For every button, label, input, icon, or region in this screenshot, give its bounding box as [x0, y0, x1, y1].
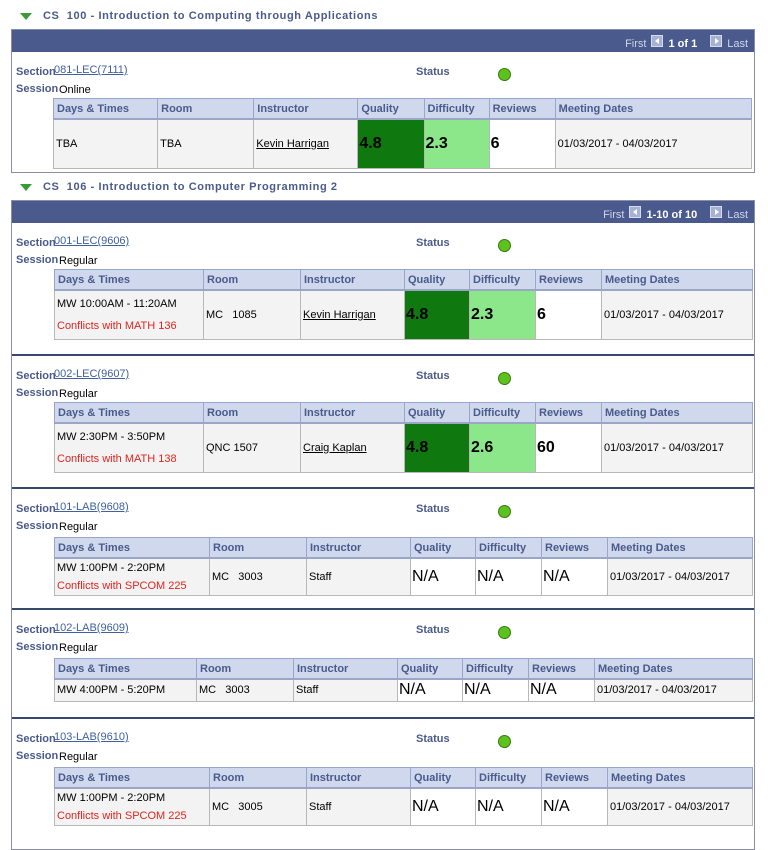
course-header[interactable] — [20, 179, 338, 195]
conflict-warning: Conflicts with SPCOM 225 — [57, 809, 187, 822]
session-label: Session — [16, 750, 59, 762]
session-value: Regular — [59, 751, 98, 763]
meeting-dates: 01/03/2017 - 04/03/2017 — [602, 290, 753, 339]
col-quality: Quality — [398, 659, 463, 680]
course-header[interactable] — [20, 8, 378, 24]
days-times: MW 10:00AM - 11:20AM — [57, 297, 177, 310]
col-room: Room — [158, 99, 254, 120]
col-meeting-dates: Meeting Dates — [608, 768, 753, 789]
instructor-link[interactable]: Kevin Harrigan — [303, 308, 376, 321]
meeting-table — [54, 658, 753, 702]
meeting-dates: 01/03/2017 - 04/03/2017 — [608, 788, 753, 825]
difficulty-rating: N/A — [463, 679, 529, 701]
status-label: Status — [416, 624, 450, 636]
review-count: 6 — [536, 290, 602, 339]
col-reviews: Reviews — [536, 403, 602, 424]
instructor-cell — [301, 423, 405, 472]
col-room: Room — [210, 768, 307, 789]
meeting-table — [54, 767, 753, 826]
section-row — [12, 608, 754, 717]
quality-rating: 4.8 — [358, 119, 424, 168]
meeting-table — [53, 98, 752, 169]
course-panel — [11, 29, 755, 173]
meeting-table — [54, 269, 753, 340]
section-row — [12, 487, 754, 608]
quality-rating: 4.8 — [405, 423, 470, 472]
quality-rating: N/A — [411, 558, 476, 595]
quality-rating: N/A — [411, 788, 476, 825]
review-count: N/A — [529, 679, 595, 701]
meeting-table — [54, 402, 753, 473]
col-meeting-dates: Meeting Dates — [555, 99, 751, 120]
meeting-dates: 01/03/2017 - 04/03/2017 — [608, 558, 753, 595]
section-label: Section — [16, 624, 56, 636]
section-link[interactable]: 081-LEC(7111) — [54, 64, 128, 76]
days-times: TBA — [54, 119, 158, 168]
col-meeting-dates: Meeting Dates — [595, 659, 753, 680]
section-link[interactable]: 002-LEC(9607) — [54, 368, 130, 380]
col-quality: Quality — [358, 99, 424, 120]
col-reviews: Reviews — [536, 270, 602, 291]
days-times-cell — [55, 788, 210, 825]
meeting-dates: 01/03/2017 - 04/03/2017 — [595, 679, 753, 701]
session-value: Regular — [59, 388, 98, 400]
review-count: 60 — [536, 423, 602, 472]
session-value: Regular — [59, 642, 98, 654]
col-days-times: Days & Times — [55, 538, 210, 559]
conflict-warning: Conflicts with MATH 136 — [57, 319, 177, 332]
instructor-cell — [254, 119, 358, 168]
next-arrow-icon[interactable] — [710, 35, 722, 47]
section-link[interactable]: 001-LEC(9606) — [54, 235, 130, 247]
conflict-warning: Conflicts with SPCOM 225 — [57, 579, 187, 592]
difficulty-rating: 2.6 — [470, 423, 536, 472]
review-count: N/A — [542, 558, 608, 595]
section-row — [12, 717, 754, 838]
section-label: Section — [16, 733, 56, 745]
meeting-table — [54, 537, 753, 596]
col-reviews: Reviews — [489, 99, 555, 120]
col-room: Room — [204, 403, 301, 424]
meeting-dates: 01/03/2017 - 04/03/2017 — [555, 119, 751, 168]
status-open-icon — [498, 68, 511, 81]
col-days-times: Days & Times — [55, 659, 197, 680]
instructor: Staff — [307, 558, 411, 595]
col-difficulty: Difficulty — [470, 270, 536, 291]
days-times-cell — [55, 290, 204, 339]
col-quality: Quality — [411, 538, 476, 559]
nav-first-link[interactable]: First — [625, 38, 647, 50]
pagination-bar — [12, 201, 754, 223]
session-label: Session — [16, 387, 59, 399]
instructor: Staff — [294, 679, 398, 701]
col-reviews: Reviews — [529, 659, 595, 680]
days-times: MW 2:30PM - 3:50PM — [57, 430, 166, 443]
col-instructor: Instructor — [294, 659, 398, 680]
col-instructor: Instructor — [254, 99, 358, 120]
section-row — [12, 223, 754, 354]
col-room: Room — [197, 659, 294, 680]
session-label: Session — [16, 641, 59, 653]
days-times-cell — [55, 423, 204, 472]
instructor-cell — [301, 290, 405, 339]
col-difficulty: Difficulty — [470, 403, 536, 424]
quality-rating: 4.8 — [405, 290, 470, 339]
prev-arrow-icon[interactable] — [629, 206, 641, 218]
col-reviews: Reviews — [542, 538, 608, 559]
col-days-times: Days & Times — [55, 403, 204, 424]
col-instructor: Instructor — [301, 403, 405, 424]
section-link[interactable]: 102-LAB(9609) — [54, 622, 129, 634]
session-label: Session — [16, 254, 59, 266]
col-days-times: Days & Times — [55, 768, 210, 789]
review-count: N/A — [542, 788, 608, 825]
days-times-cell — [55, 558, 210, 595]
difficulty-rating: N/A — [476, 558, 542, 595]
session-label: Session — [16, 83, 59, 95]
col-meeting-dates: Meeting Dates — [608, 538, 753, 559]
status-label: Status — [416, 503, 450, 515]
section-label: Section — [16, 237, 56, 249]
room: TBA — [158, 119, 254, 168]
instructor-link[interactable]: Kevin Harrigan — [256, 137, 330, 150]
difficulty-rating: N/A — [476, 788, 542, 825]
col-room: Room — [210, 538, 307, 559]
collapse-triangle-icon[interactable] — [20, 184, 32, 191]
section-row — [12, 354, 754, 487]
col-quality: Quality — [405, 270, 470, 291]
col-reviews: Reviews — [542, 768, 608, 789]
col-difficulty: Difficulty — [424, 99, 489, 120]
nav-last-link[interactable]: Last — [727, 209, 748, 221]
days-times: MW 1:00PM - 2:20PM — [57, 561, 166, 574]
instructor-link[interactable]: Craig Kaplan — [303, 441, 367, 454]
pagination-bar — [12, 30, 754, 52]
meeting-dates: 01/03/2017 - 04/03/2017 — [602, 423, 753, 472]
section-row — [12, 52, 754, 173]
col-meeting-dates: Meeting Dates — [602, 403, 753, 424]
conflict-warning: Conflicts with MATH 138 — [57, 452, 177, 465]
course-panel — [11, 200, 755, 850]
section-link[interactable]: 101-LAB(9608) — [54, 501, 129, 513]
status-open-icon — [498, 239, 511, 252]
status-label: Status — [416, 733, 450, 745]
status-label: Status — [416, 66, 450, 78]
section-label: Section — [16, 370, 56, 382]
room: MC 3005 — [210, 788, 307, 825]
collapse-triangle-icon[interactable] — [20, 13, 32, 20]
quality-rating: N/A — [398, 679, 463, 701]
col-difficulty: Difficulty — [476, 538, 542, 559]
status-open-icon — [498, 505, 511, 518]
prev-arrow-icon[interactable] — [651, 35, 663, 47]
days-times: MW 1:00PM - 2:20PM — [57, 791, 166, 804]
col-room: Room — [204, 270, 301, 291]
col-instructor: Instructor — [301, 270, 405, 291]
session-value: Online — [59, 84, 91, 96]
instructor: Staff — [307, 788, 411, 825]
session-value: Regular — [59, 521, 98, 533]
section-label: Section — [16, 66, 56, 78]
session-label: Session — [16, 520, 59, 532]
col-days-times: Days & Times — [54, 99, 158, 120]
col-quality: Quality — [405, 403, 470, 424]
col-instructor: Instructor — [307, 538, 411, 559]
status-open-icon — [498, 626, 511, 639]
section-link[interactable]: 103-LAB(9610) — [54, 731, 129, 743]
status-open-icon — [498, 372, 511, 385]
course-title: CS 100 - Introduction to Computing through Applications — [43, 10, 379, 22]
room: MC 3003 — [197, 679, 294, 701]
status-label: Status — [416, 370, 450, 382]
status-label: Status — [416, 237, 450, 249]
difficulty-rating: 2.3 — [424, 119, 489, 168]
nav-count: 1-10 of 10 — [646, 209, 698, 221]
col-days-times: Days & Times — [55, 270, 204, 291]
status-open-icon — [498, 735, 511, 748]
room: QNC 1507 — [204, 423, 301, 472]
session-value: Regular — [59, 255, 98, 267]
room: MC 3003 — [210, 558, 307, 595]
col-meeting-dates: Meeting Dates — [602, 270, 753, 291]
col-quality: Quality — [411, 768, 476, 789]
review-count: 6 — [489, 119, 555, 168]
section-label: Section — [16, 503, 56, 515]
col-difficulty: Difficulty — [476, 768, 542, 789]
nav-last-link[interactable]: Last — [727, 38, 748, 50]
col-difficulty: Difficulty — [463, 659, 529, 680]
nav-count: 1 of 1 — [668, 38, 698, 50]
days-times: MW 4:00PM - 5:20PM — [55, 679, 197, 701]
next-arrow-icon[interactable] — [710, 206, 722, 218]
col-instructor: Instructor — [307, 768, 411, 789]
nav-first-link[interactable]: First — [603, 209, 625, 221]
difficulty-rating: 2.3 — [470, 290, 536, 339]
course-title: CS 106 - Introduction to Computer Programming 2 — [43, 181, 338, 193]
room: MC 1085 — [204, 290, 301, 339]
